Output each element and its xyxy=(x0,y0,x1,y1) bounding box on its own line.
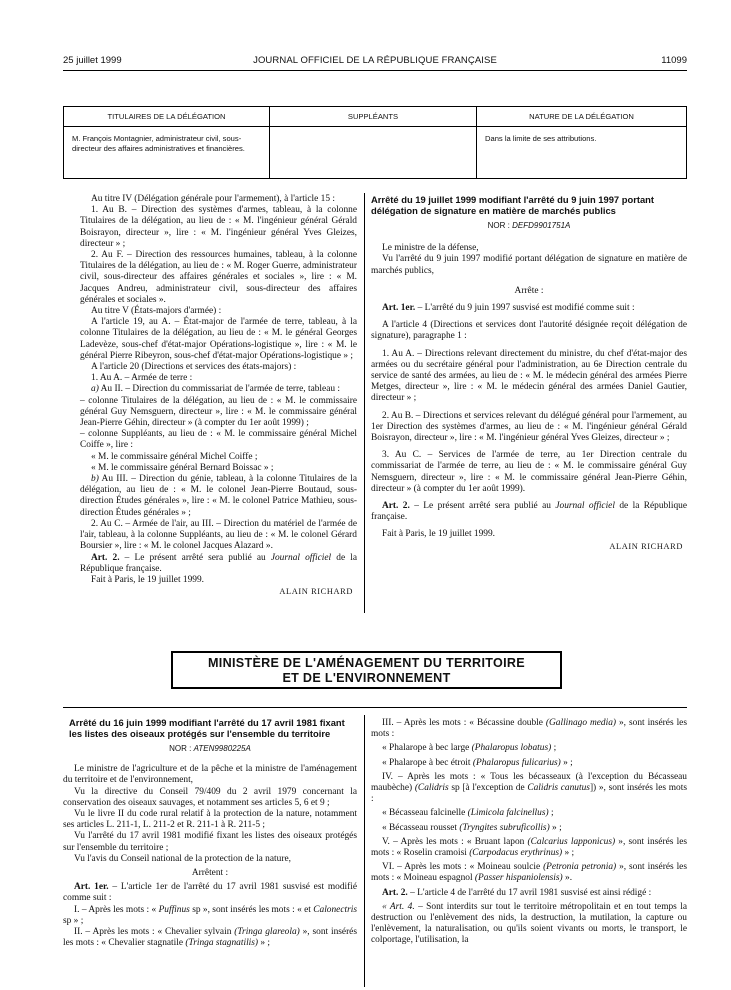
col-titulaires: TITULAIRES DE LA DÉLÉGATION xyxy=(64,107,270,127)
paragraph: a) Au II. – Direction du commissariat de l'armée de terre, tableau : xyxy=(91,384,340,395)
left-column-top xyxy=(80,194,357,597)
paragraph: 2. Au F. – Direction des ressources humaines, tableau, à la colonne Titulaires de la délégation, au lieu de : « M. Roger Guerre, administrateur civil, sous-directeur des affaires générales et sociales », lire : « M. Jacques Andreu, administrateur civil, sous-directeur des affaires générales et sociales ». xyxy=(80,250,357,305)
paragraph: Le ministre de la défense, xyxy=(382,243,479,254)
col-suppleants: SUPPLÉANTS xyxy=(270,107,477,127)
paragraph: Vu l'arrêté du 17 avril 1981 modifié fixant les listes des oiseaux protégés sur l'ensemble du territoire ; xyxy=(63,831,357,853)
nor-reference: NOR : ATEN9980225A xyxy=(169,744,251,753)
article-label: Art. 1er. xyxy=(74,882,109,893)
paragraph: V. – Après les mots : « Bruant lapon (Calcarius lapponicus) », sont insérés les mots : « Roselin cramoisi (Carpodacus erythrinus) » ; xyxy=(371,836,688,859)
article-title: Arrêté du 16 juin 1999 modifiant l'arrêté du 17 avril 1981 fixant les listes des oiseaux protégés sur l'ensemble du territoire xyxy=(69,717,345,739)
paragraph: A l'article 20 (Directions et services des états-majors) : xyxy=(91,362,297,373)
paragraph: A l'article 4 (Directions et services dont l'autorité désignée reçoit délégation de signature), paragraphe 1 : xyxy=(371,320,687,342)
paragraph: Arrête : xyxy=(514,285,544,296)
cell-suppleant xyxy=(270,127,477,179)
right-column-bottom xyxy=(371,718,687,947)
article-label: Art. 1er. xyxy=(382,303,416,314)
ministry-banner xyxy=(171,651,562,689)
paragraph: « Bécasseau rousset (Tryngites subruficollis) » ; xyxy=(382,822,562,833)
item-letter: b) xyxy=(91,474,99,485)
ministry-line-2: ET DE L'ENVIRONNEMENT xyxy=(282,671,451,685)
paragraph: 2. Au B. – Directions et services relevant du délégué général pour l'armement, au 1er Direction des systèmes d'armes, au lieu de : « M. l'ingénieur général Gérald Boisrayon, directeur », lire : « M. l'ingénieur général Yves Gleizes, directeur » ; xyxy=(371,410,687,444)
paragraph: Fait à Paris, le 19 juillet 1999. xyxy=(91,574,205,585)
paragraph: Au titre IV (Délégation générale pour l'armement), à l'article 15 : xyxy=(91,194,335,204)
paragraph: 1. Au B. – Direction des systèmes d'armes, tableau, à la colonne Titulaires de la délégation, au lieu de : « M. l'ingénieur général Gérald Boisrayon, directeur », lire : « M. l'ingénieur général Yves Gleizes, directeur » ; xyxy=(80,205,357,249)
paragraph: Le ministre de l'agriculture et de la pêche et la ministre de l'aménagement du territoire et de l'environnement, xyxy=(63,764,357,786)
table-row xyxy=(64,127,687,179)
paragraph: 1. Au A. – Directions relevant directement du ministre, du chef d'état-major des armées ou du secrétaire général pour l'administration, au 6e Direction centrale du service de santé des armées, au lieu de : « M. le médecin général des armées Pierre Metges, directeur », lire : « M. le médecin général des armées Daniel Gautier, directeur » ; xyxy=(371,348,687,404)
paragraph: Vu la directive du Conseil 79/409 du 2 avril 1979 concernant la conservation des oiseaux sauvages, et notamment ses articles 5, 6 et 9 ; xyxy=(63,786,357,808)
paragraph: A l'article 19, au A. – État-major de l'armée de terre, tableau, à la colonne Titulaires de la délégation, au lieu de : « M. le général Georges Ladevèze, sous-chef d'état-major Opérations-logistique », lire : « M. le général Pierre Ribeyron, sous-chef d'état-major Opérations-logistique » ; xyxy=(80,317,357,361)
paragraph: 2. Au C. – Armée de l'air, au III. – Direction du matériel de l'armée de l'air, tableau, à la colonne Suppléants, au lieu de : « M. le colonel Gérard Boursier », lire : « M. le colonel Jacques Alazard ». xyxy=(80,518,357,552)
article-title: Arrêté du 19 juillet 1999 modifiant l'arrêté du 9 juin 1997 portant délégation de signature en matière de marchés publics xyxy=(371,194,655,216)
paragraph: IV. – Après les mots : « Tous les bécasseaux (à l'exception du Bécasseau maubèche) (Calidris sp [à l'exception de Calidris canutus]) », sont insérés les mots : xyxy=(371,771,687,805)
signature: ALAIN RICHARD xyxy=(609,541,683,551)
column-divider-bottom xyxy=(364,715,365,987)
article-label: « Art. 4. xyxy=(382,901,415,912)
journal-title: JOURNAL OFFICIEL DE LA RÉPUBLIQUE FRANÇAISE xyxy=(253,55,497,66)
item-letter: a) xyxy=(91,384,99,395)
paragraph: I. – Après les mots : « Puffinus sp », sont insérés les mots : « et Calonectris sp » ; xyxy=(63,904,358,926)
paragraph: Arrêtent : xyxy=(191,868,229,879)
signature: ALAIN RICHARD xyxy=(279,587,353,597)
paragraph: 3. Au C. – Services de l'armée de terre, au 1er Direction centrale du commissariat de l'armée de terre, au lieu de : « M. le commissaire général Guy Nemsguern, directeur », lire : « M. le commissaire général Jean-Pierre Géhin, directeur » (à compter du 1er août 1999). xyxy=(371,450,687,494)
issue-date: 25 juillet 1999 xyxy=(63,55,122,66)
paragraph: « Phalarope à bec étroit (Phalaropus fulicarius) » ; xyxy=(382,757,573,768)
paragraph: Art. 2. – Le présent arrêté sera publié au Journal officiel de la République française. xyxy=(80,552,357,574)
nor-reference: NOR : DEFD9901751A xyxy=(487,221,571,230)
paragraph: VI. – Après les mots : « Moineau soulcie (Petronia petronia) », sont insérés les mots : « Moineau espagnol (Passer hispaniolensis) ». xyxy=(371,862,687,884)
paragraph: Vu le livre II du code rural relatif à la protection de la nature, notamment ses articles L. 211-1, L. 211-2 et R. 211-1 à R. 211-5 ; xyxy=(63,809,357,831)
paragraph: II. – Après les mots : « Chevalier sylvain (Tringa glareola) », sont insérés les mots : « Chevalier stagnatile (Tringa stagnatilis) » ; xyxy=(63,927,357,949)
article-label: Art. 2. xyxy=(382,501,410,512)
ministry-line-1: MINISTÈRE DE L'AMÉNAGEMENT DU TERRITOIRE xyxy=(207,656,526,670)
paragraph: b) Au III. – Direction du génie, tableau, à la colonne Titulaires de la délégation, au lieu de : « M. le colonel Jean-Pierre Boutaud, sous-direction Études générales », lire : « M. le colonel Patrice Mathieu, sous-direction Études générales » ; xyxy=(80,474,357,518)
table-header-row xyxy=(64,107,687,127)
paragraph: – colonne Suppléants, au lieu de : « M. le commissaire général Michel Coiffe », lire : xyxy=(80,429,357,451)
paragraph: III. – Après les mots : « Bécassine double (Gallinago media) », sont insérés les mots : xyxy=(371,718,687,740)
article-label: Art. 2. xyxy=(91,552,120,563)
paragraph: « Phalarope à bec large (Phalaropus lobatus) ; xyxy=(382,743,557,754)
paragraph: Vu l'arrêté du 9 juin 1997 modifié portant délégation de signature en matière de marchés publics, xyxy=(371,254,687,276)
paragraph: « M. le commissaire général Michel Coiffe ; xyxy=(91,451,258,462)
running-header xyxy=(63,55,687,69)
paragraph: Art. 1er. – L'article 1er de l'arrêté du 17 avril 1981 susvisé est modifié comme suit : xyxy=(63,882,358,904)
page-number: 11099 xyxy=(661,55,687,66)
paragraph: Fait à Paris, le 19 juillet 1999. xyxy=(382,529,496,540)
paragraph: 1. Au A. – Armée de terre : xyxy=(91,373,193,384)
section-rule xyxy=(63,707,687,708)
paragraph: – colonne Titulaires de la délégation, au lieu de : « M. le commissaire général Guy Nemsguern, directeur », lire : « M. le commissaire général Jean-Pierre Géhin, directeur » (à compter du 1er août 1999) ; xyxy=(80,395,357,429)
cell-titulaire: M. François Montagnier, administrateur civil, sous-directeur des affaires administratives et financières. xyxy=(64,127,270,179)
paragraph: Au titre V (États-majors d'armée) : xyxy=(91,306,222,317)
paragraph: Art. 1er. – L'arrêté du 9 juin 1997 susvisé est modifié comme suit : xyxy=(382,303,635,314)
paragraph: « M. le commissaire général Bernard Boissac » ; xyxy=(91,462,274,473)
header-rule xyxy=(63,70,687,71)
paragraph: Art. 2. – L'article 4 de l'arrêté du 17 avril 1981 susvisé est ainsi rédigé : xyxy=(382,887,652,898)
delegation-table xyxy=(63,106,687,179)
left-column-bottom xyxy=(63,717,357,949)
paragraph: Art. 2. – Le présent arrêté sera publié au Journal officiel de la République française. xyxy=(371,501,687,523)
article-label: Art. 2. xyxy=(382,887,408,898)
cell-nature: Dans la limite de ses attributions. xyxy=(477,127,687,179)
col-nature: NATURE DE LA DÉLÉGATION xyxy=(477,107,687,127)
paragraph: Vu l'avis du Conseil national de la protection de la nature, xyxy=(74,853,291,864)
column-divider-top xyxy=(364,193,365,613)
right-column-top xyxy=(371,194,687,552)
paragraph: « Art. 4. – Sont interdits sur tout le territoire métropolitain et en tout temps la destruction ou l'enlèvement des nids, la destruction, la mutilation, la capture ou l'enlèvement, la naturalisation, ou qu'ils soient vivants ou morts, le transport, le colportage, l'utilisation, la xyxy=(371,901,688,946)
paragraph: « Bécasseau falcinelle (Limicola falcinellus) ; xyxy=(382,808,554,819)
